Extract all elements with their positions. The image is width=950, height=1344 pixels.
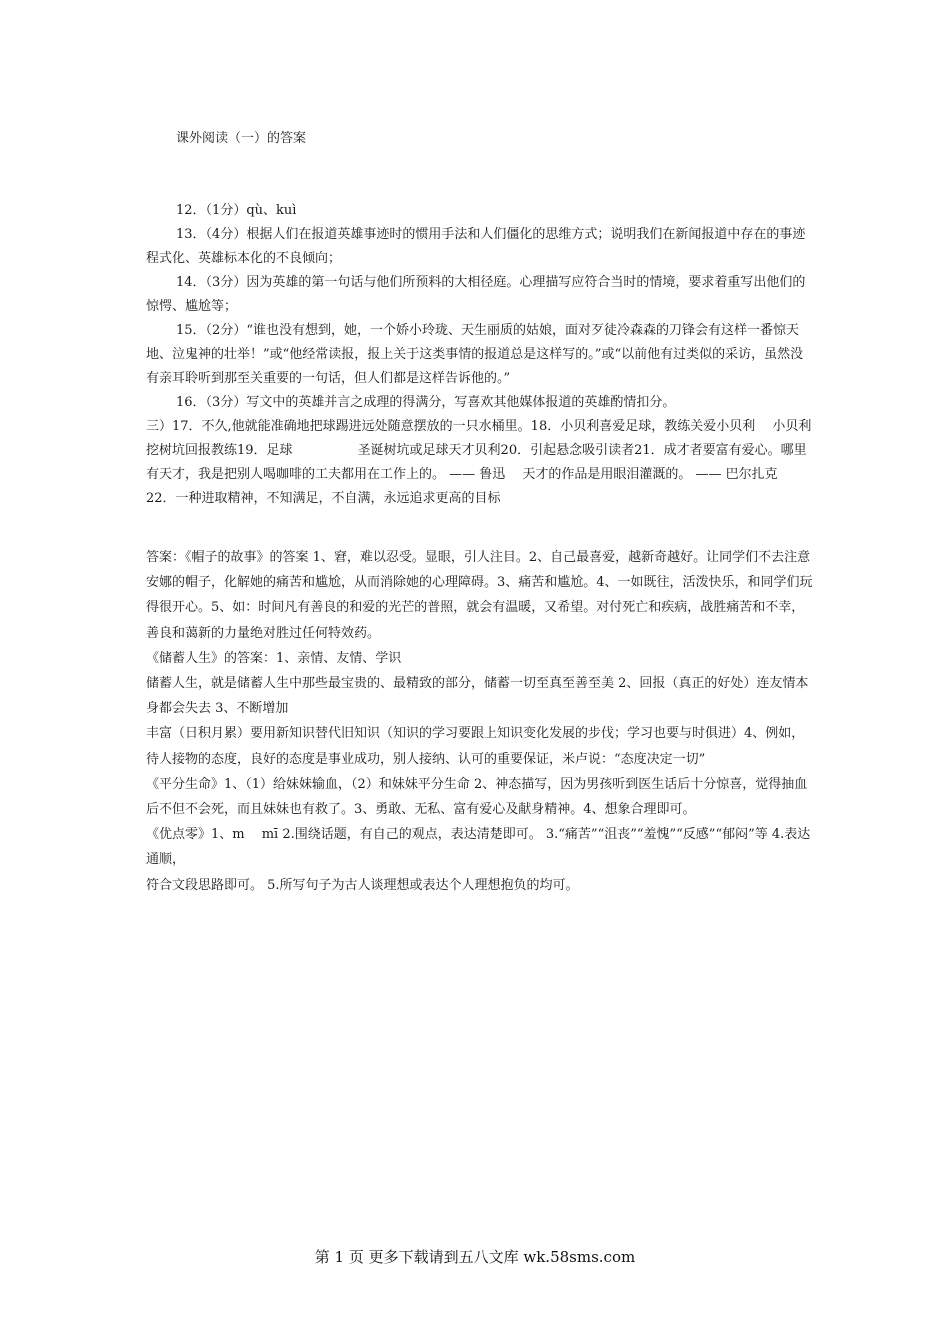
answer-16: 16．（3分）写文中的英雄并言之成理的得满分，写喜欢其他媒体报道的英雄酌情扣分。 — [176, 395, 676, 410]
answer-14: 14．（3分）因为英雄的第一句话与他们所预料的大相径庭。心理描写应符合当时的情境，要求着重写出他们的惊愕、尴尬等； — [146, 275, 806, 314]
share-life-answers: 《平分生命》1、（1）给妹妹输血，（2）和妹妹平分生命 2、神态描写，因为男孩听到医生话后十分惊喜，觉得抽血后不但不会死，而且妹妹也有救了。3、勇敢、无私、富有爱心及献身精神。4、想象合理即可。 — [146, 776, 808, 818]
savings-life-answers-1: 《储蓄人生》的答案：1、亲情、友情、学识 — [146, 650, 402, 666]
answer-13: 13．（4分）根据人们在报道英雄事迹时的惯用手法和人们僵化的思维方式；说明我们在新闻报道中存在的事迹程式化、英雄标本化的不良倾向； — [146, 227, 806, 266]
savings-life-answers-2: 储蓄人生，就是储蓄人生中那些最宝贵的、最精致的部分，储蓄一切至真至善至美 2、回报（真正的好处）连友情本身都会失去 3、不断增加 — [146, 676, 809, 717]
answer-17-22: 三）17．不久,他就能准确地把球踢进远处随意摆放的一只水桶里。18．小贝利喜爱足球，教练关爱小贝利 小贝利挖树坑回报教练19．足球 圣诞树坑或足球天才贝利20．引起悬念吸引读者21．成才者要富有爱心。哪里有天才，我是把别人喝咖啡的工夫都用在工作上的。 —— 鲁迅 天才的作品是用眼泪灌溉的。 —— 巴尔扎克 22．一种进取精神，不知满足，不自满，永远追求更高的目标 — [146, 419, 812, 506]
answers-section-1 — [146, 199, 814, 511]
savings-life-answers-3: 丰富（日积月累）要用新知识替代旧知识（知识的学习要跟上知识变化发展的步伐；学习也要与时俱进）4、例如，待人接物的态度，良好的态度是事业成功，别人接纳、认可的重要保证，米卢说：“态度决定一切” — [146, 726, 805, 767]
page-footer: 第 1 页 更多下载请到五八文库 wk.58sms.com — [314, 1248, 636, 1266]
zero-merit-answers-1: 《优点零》1、m mī 2.围绕话题，有自己的观点，表达清楚即可。 3.“痛苦”“沮丧”“羞愧”“反感”“郁闷”等 4.表达通顺， — [146, 827, 811, 868]
answer-12: 12．（1分）qù、kuì — [176, 203, 297, 218]
heading: 课外阅读（一）的答案 — [176, 131, 307, 146]
answers-section-2 — [146, 545, 814, 898]
zero-merit-answers-2: 符合文段思路即可。 5.所写句子为古人谈理想或表达个人理想抱负的均可。 — [146, 877, 579, 893]
answer-15: 15．（2分）“谁也没有想到，她，一个娇小玲珑、天生丽质的姑娘，面对歹徒冷森森的刀锋会有这样一番惊天地、泣鬼神的壮举！”或“他经常读报，报上关于这类事情的报道总是这样写的。”或“以前他有过类似的采访，虽然没有亲耳聆听到那至关重要的一句话，但人们都是这样告诉他的。” — [146, 323, 804, 386]
hat-story-answers: 答案：《帽子的故事》的答案 1、窘，难以忍受。显眼，引人注目。2、自己最喜爱，越新奇越好。让同学们不去注意安娜的帽子，化解她的痛苦和尴尬，从而消除她的心理障碍。3、痛苦和尴尬。4、一如既往，活泼快乐，和同学们玩得很开心。5、如：时间凡有善良的和爱的光芒的普照，就会有温暖，又希望。对付死亡和疾病，战胜痛苦和不幸，善良和蔼新的力量绝对胜过任何特效药。 — [146, 550, 813, 641]
